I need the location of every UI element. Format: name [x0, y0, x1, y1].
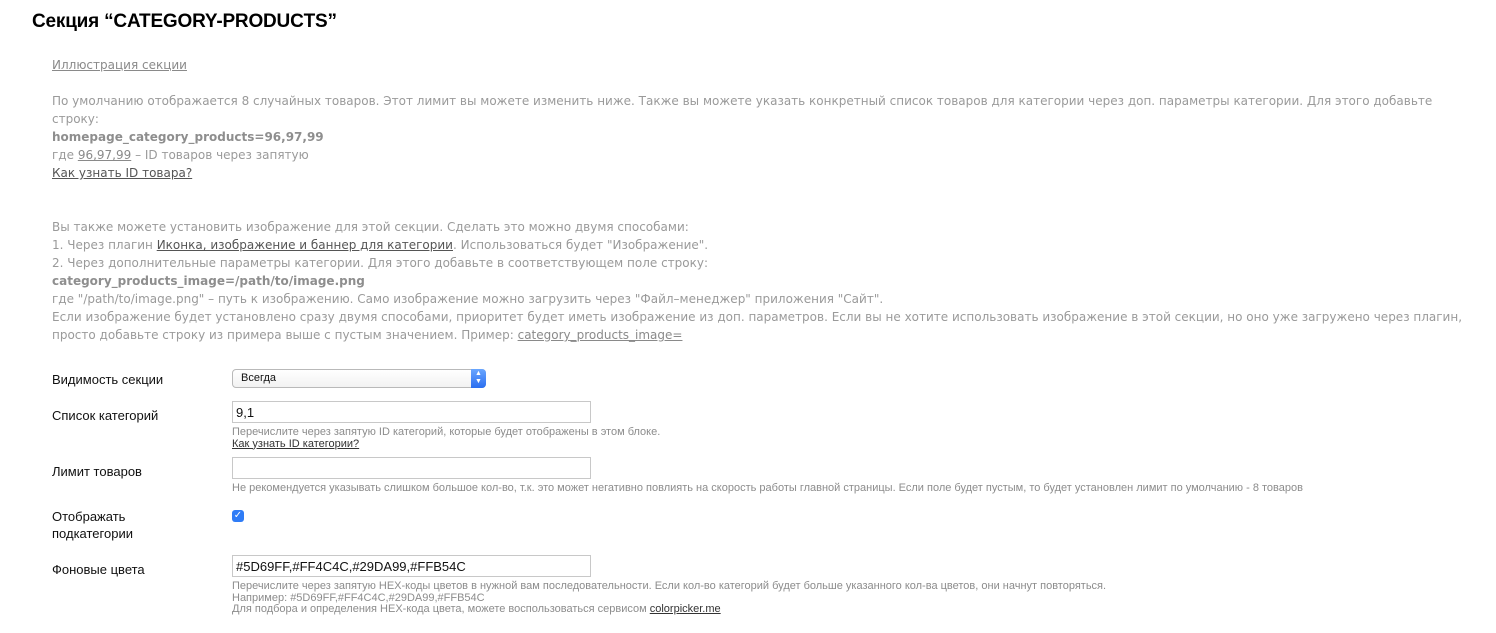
- product-id-row: [52, 164, 1472, 182]
- select-arrows-icon: ▲ ▼: [471, 369, 486, 388]
- image-info-block: [52, 218, 1472, 344]
- categories-hint: Перечислите через запятую ID категорий, которые будет отображены в этом блоке. Как узнать ID категории?: [232, 426, 661, 450]
- categories-label: Список категорий: [52, 408, 159, 423]
- product-ids-link[interactable]: 96,97,99: [77, 148, 132, 162]
- subcategories-checkbox[interactable]: [232, 510, 244, 522]
- colorpicker-link[interactable]: colorpicker.me: [649, 603, 721, 615]
- image-info-line: 2. Через дополнительные параметры категории. Для этого добавьте в соответствующем поле строку:: [52, 256, 709, 270]
- limit-info-where: где 96,97,99 – ID товаров через запятую: [52, 148, 309, 162]
- checkmark-icon: ✓: [233, 510, 243, 521]
- colors-label: Фоновые цвета: [52, 562, 145, 577]
- limit-info-text: По умолчанию отображается 8 случайных товаров. Этот лимит вы можете изменить ниже. Также вы можете указать конкретный список товаров для категории через доп. параметры категории. Для этого добавьте строку:: [52, 94, 1433, 126]
- colors-hint: Перечислите через запятую HEX-коды цветов в нужной вам последовательности. Если кол-во категорий будет больше указанного кол-ва цветов, они начнут повторяться. Например: #5D69FF,#FF4C4C,#29DA99,#FFB54C Для подбора и определения HEX-кода цвета, можете воспользоваться сервисом colorpicker.me: [232, 580, 1107, 615]
- limit-input[interactable]: [232, 457, 591, 479]
- image-info-line: Вы также можете установить изображение для этой секции. Сделать это можно двумя способами:: [52, 220, 689, 234]
- subcategories-label: Отображать подкатегории: [52, 509, 133, 541]
- empty-image-example-link[interactable]: category_products_image=: [517, 328, 683, 342]
- visibility-select-value: Всегда: [241, 372, 277, 384]
- limit-info-code: homepage_category_products=96,97,99: [52, 130, 324, 144]
- colors-input[interactable]: [232, 555, 591, 577]
- image-info-line: 1. Через плагин Иконка, изображение и баннер для категории. Использоваться будет "Изображение".: [52, 238, 709, 252]
- visibility-label: Видимость секции: [52, 372, 164, 387]
- image-info-line: просто добавьте строку из примера выше с пустым значением. Пример: category_products_image=: [52, 328, 683, 342]
- limit-label: Лимит товаров: [52, 464, 142, 479]
- limit-hint: Не рекомендуется указывать слишком большое кол-во, т.к. это может негативно повлиять на скорость работы главной страницы. Если поле будет пустым, то будет установлен лимит по умолчанию - 8 товаров: [232, 482, 1303, 494]
- limit-info-block: [52, 92, 1472, 164]
- product-id-help-link[interactable]: Как узнать ID товара?: [52, 166, 193, 180]
- category-id-help-link[interactable]: Как узнать ID категории?: [232, 437, 360, 450]
- image-info-code: category_products_image=/path/to/image.png: [52, 274, 365, 288]
- image-info-line: где "/path/to/image.png" – путь к изображению. Само изображение можно загрузить через "Файл–менеджер" приложения "Сайт".: [52, 292, 884, 306]
- illustration-row: [52, 56, 1472, 74]
- illustration-link[interactable]: Иллюстрация секции: [52, 58, 187, 72]
- visibility-select[interactable]: [232, 369, 486, 388]
- page-title: Секция “CATEGORY-PRODUCTS”: [32, 11, 337, 32]
- plugin-link[interactable]: Иконка, изображение и баннер для категории: [156, 238, 453, 252]
- image-info-line: Если изображение будет установлено сразу двумя способами, приоритет будет иметь изображение из доп. параметров. Если вы не хотите использовать изображение в этой секции, но оно уже загружено через плагин,: [52, 310, 1463, 324]
- categories-input[interactable]: [232, 401, 591, 423]
